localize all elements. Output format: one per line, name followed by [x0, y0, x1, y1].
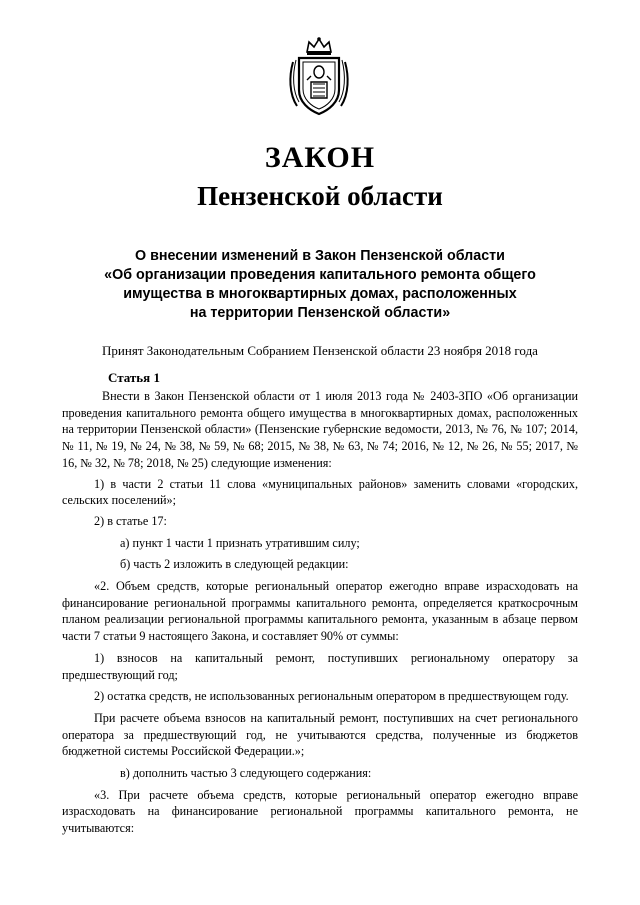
law-title: ЗАКОН — [264, 141, 376, 174]
document-heading — [70, 247, 570, 323]
heading-line: «Об организации проведения капитального ремонта общего — [104, 267, 536, 283]
paragraph: 1) в части 2 статьи 11 слова «муниципальных районов» заменить словами «городских, сельских поселений»; — [62, 476, 578, 508]
paragraph: 2) остатка средств, не использованных региональным оператором в предшествующем году. — [94, 689, 569, 704]
paragraph: 1) взносов на капитальный ремонт, поступивших региональному оператору за предшествующий год; — [62, 650, 578, 682]
article-body — [62, 388, 578, 837]
paragraph: При расчете объема взносов на капитальный ремонт, поступивших на счет регионального оператора за предшествующий год, не учитываются средства, полученные из бюджетов бюджетной системы Российской Федерации.»; — [62, 710, 578, 759]
heading-line: О внесении изменений в Закон Пензенской области — [135, 248, 505, 264]
paragraph: Внести в Закон Пензенской области от 1 июля 2013 года № 2403-ЗПО «Об организации проведения капитального ремонта общего имущества в многоквартирных домах, расположенных на территории Пензенской области» (Пензенские губернские ведомости, 2013, № 76, № 107; 2014, № 11, № 19, № 24, № 38, № 59, № 68; 2015, № 38, № 63, № 74; 2016, № 12, № 26, № 55; 2017, № 16, № 32, № 78; 2018, № 25) следующие изменения: — [62, 389, 578, 470]
adoption-line: Принят Законодательным Собранием Пензенской области 23 ноября 2018 года — [102, 343, 538, 358]
law-region-title: Пензенской области — [197, 181, 443, 211]
paragraph: б) часть 2 изложить в следующей редакции: — [120, 557, 349, 572]
paragraph: «2. Объем средств, которые региональный оператор ежегодно вправе израсходовать на финансирование региональной программы капитального ремонта, определяется краткосрочным планом реализации региональной программы капитального ремонта, указанным в абзаце первом части 7 статьи 9 настоящего Закона, и составляет 90% от суммы: — [62, 579, 578, 644]
heading-line: на территории Пензенской области» — [189, 305, 451, 321]
paragraph: в) дополнить частью 3 следующего содержания: — [120, 766, 372, 781]
paragraph: 2) в статье 17: — [94, 513, 167, 528]
article-title: Статья 1 — [108, 370, 160, 385]
paragraph: «3. При расчете объема средств, которые региональный оператор ежегодно вправе израсходовать на финансирование региональной программы капитального ремонта, не учитываются: — [62, 787, 578, 836]
paragraph: а) пункт 1 части 1 признать утратившим силу; — [120, 535, 360, 550]
heading-line: имущества в многоквартирных домах, расположенных — [123, 286, 517, 302]
penza-coat-of-arms-icon — [287, 36, 351, 118]
